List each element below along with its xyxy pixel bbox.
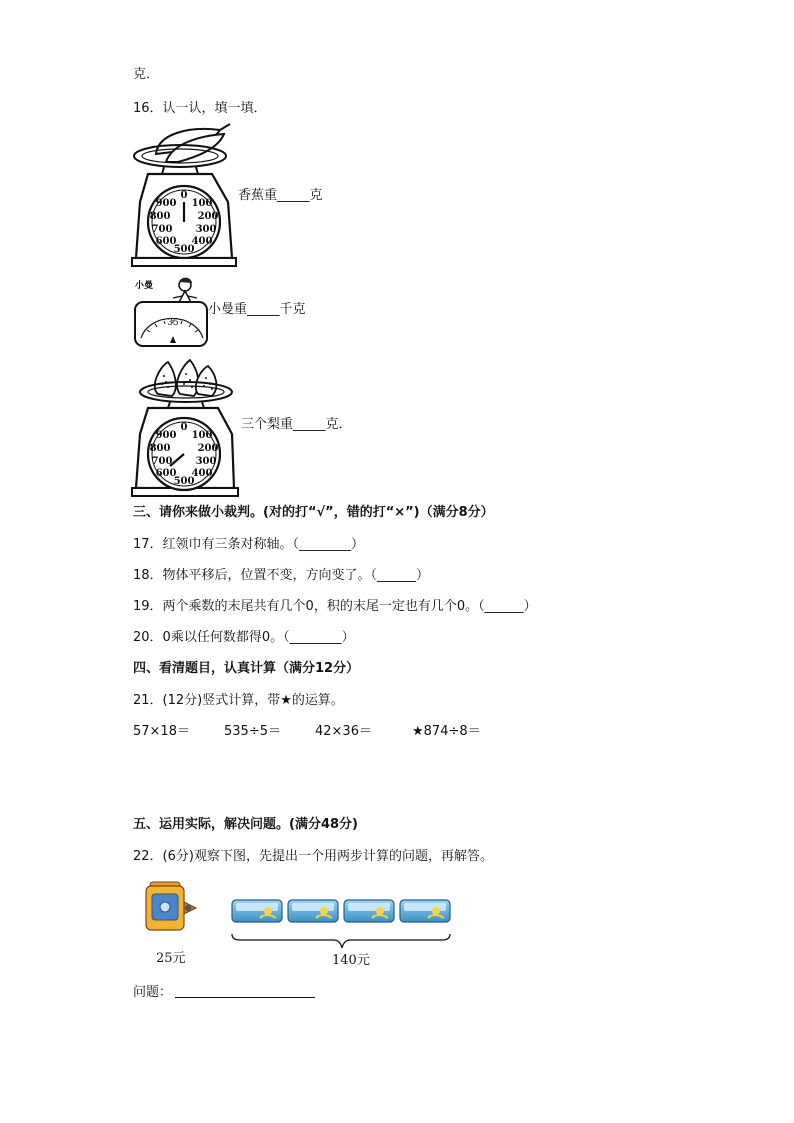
pencil-case [400, 900, 450, 922]
pencil-cases-total: 140元 [332, 953, 370, 968]
dial-label: 700 [151, 224, 173, 235]
question-answer-line[interactable] [175, 997, 315, 998]
question-19: 19．两个乘数的末尾共有几个0，积的末尾一定也有几个0。（______） [133, 599, 537, 614]
calc-expression-2: 535÷5＝ [224, 724, 281, 739]
pears-weight-blank: 三个梨重_____克． [241, 417, 352, 432]
total-brace [232, 934, 450, 948]
girl-name-tag: 小曼 [135, 281, 154, 291]
section-5-heading: 五、运用实际，解决问题。(满分48分) [133, 817, 358, 832]
pencil-case [232, 900, 282, 922]
dial-label: 400 [191, 468, 213, 479]
calc-expression-1: 57×18＝ [133, 724, 190, 739]
calc-expression-3: 42×36＝ [315, 724, 372, 739]
dial-label: 100 [191, 430, 213, 441]
question-17: 17．红领巾有三条对称轴。（________） [133, 537, 365, 552]
dial-label: 800 [149, 443, 171, 454]
dial-label: 500 [173, 476, 195, 487]
girl-weight-blank: 小曼重_____千克 [208, 302, 306, 317]
dial-label: 700 [151, 456, 173, 467]
sharpener-price: 25元 [156, 951, 186, 966]
previous-question-fragment: 克． [133, 67, 160, 82]
dial-label: 200 [197, 211, 219, 222]
pencil-sharpener-image [142, 878, 198, 934]
dial-label: 100 [191, 198, 213, 209]
banana-weight-blank: 香蕉重_____克 [238, 188, 323, 203]
question-18: 18．物体平移后，位置不变，方向变了。（______） [133, 568, 430, 583]
dial-label: 800 [149, 211, 171, 222]
dial-label: 300 [195, 456, 217, 467]
dial-label: 500 [173, 244, 195, 255]
dial-label: 0 [180, 422, 188, 433]
dial-label: 0 [180, 190, 188, 201]
dial-label: 600 [155, 236, 177, 247]
dial-label: 900 [155, 430, 177, 441]
section-3-heading: 三、请你来做小裁判。(对的打“√”，错的打“×”)（满分8分） [133, 505, 494, 520]
dial-label: 300 [195, 224, 217, 235]
dial-label: 900 [155, 198, 177, 209]
banana-scale-image [128, 122, 240, 268]
section-4-heading: 四、看清题目，认真计算（满分12分） [133, 661, 360, 676]
pencil-case [344, 900, 394, 922]
question-20: 20．0乘以任何数都得0。（________） [133, 630, 355, 645]
pears-scale-image [128, 354, 240, 498]
dial-label: 200 [197, 443, 219, 454]
dial-label: 600 [155, 468, 177, 479]
girl-scale-reading: 35 [167, 318, 179, 328]
question-21-title: 21．(12分)竖式计算，带★的运算。 [133, 693, 344, 708]
girl-scale-image [133, 276, 209, 348]
question-16-title: 16．认一认，填一填． [133, 101, 267, 116]
pencil-case [288, 900, 338, 922]
question-22-title: 22．(6分)观察下图，先提出一个用两步计算的问题，再解答。 [133, 849, 493, 864]
calc-expression-4: ★874÷8＝ [412, 724, 481, 739]
dial-label: 400 [191, 236, 213, 247]
pencil-cases-image [230, 894, 454, 958]
question-label: 问题： [133, 985, 173, 1000]
